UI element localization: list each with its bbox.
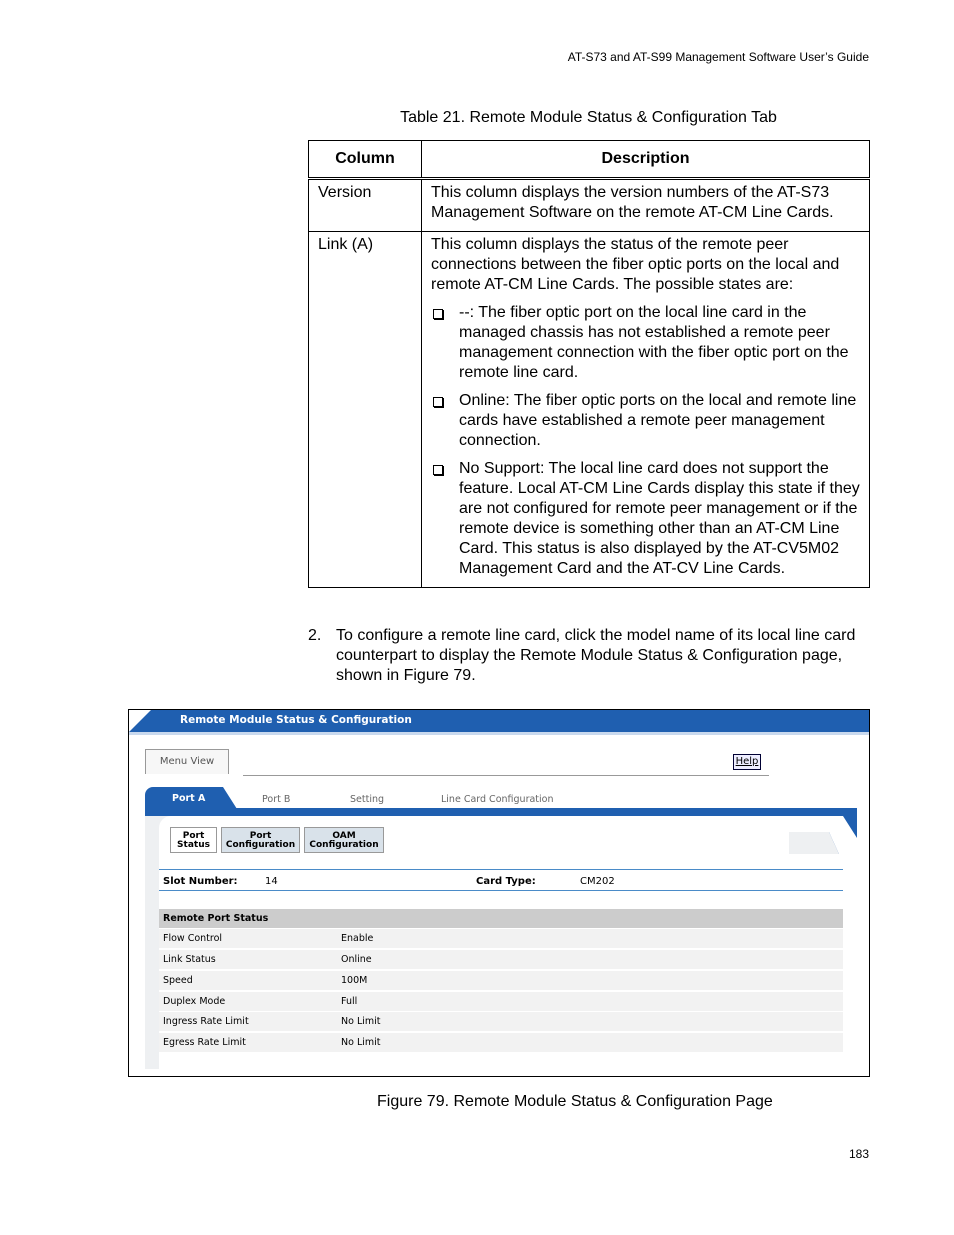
- tab-port-a[interactable]: [145, 787, 223, 809]
- status-key: Flow Control: [163, 933, 223, 944]
- row-name: Link (A): [318, 236, 374, 253]
- tab-setting[interactable]: Setting: [350, 794, 385, 805]
- row-name: Version: [318, 184, 372, 201]
- list-item: [431, 391, 860, 451]
- status-row: [159, 950, 843, 969]
- status-key: Speed: [163, 975, 193, 986]
- status-value: Enable: [341, 933, 374, 944]
- status-row: [159, 1012, 843, 1031]
- status-key: Egress Rate Limit: [163, 1037, 246, 1048]
- page-number: 183: [848, 1147, 869, 1161]
- table-caption: Table 21. Remote Module Status & Configuration Tab: [400, 109, 777, 126]
- subtab-label: Status: [177, 840, 210, 850]
- card-type-label: Card Type:: [476, 876, 536, 887]
- subtab-port-configuration[interactable]: [221, 827, 300, 853]
- subtab-port-status[interactable]: [170, 827, 217, 853]
- slot-number-label: Slot Number:: [163, 876, 238, 887]
- subtab-oam-configuration[interactable]: [304, 827, 384, 853]
- status-row: [159, 971, 843, 990]
- checkbox-bullet-icon: [433, 397, 443, 407]
- tab-line-card-configuration[interactable]: Line Card Configuration: [441, 794, 554, 805]
- figure-caption: Figure 79. Remote Module Status & Configuration Page: [377, 1093, 773, 1110]
- menu-view-button[interactable]: Menu View: [145, 749, 229, 774]
- page-title: Remote Module Status & Configuration: [180, 714, 412, 726]
- step-number: 2.: [308, 627, 322, 644]
- status-value: 100M: [341, 975, 368, 986]
- status-key: Ingress Rate Limit: [163, 1016, 249, 1027]
- row-description: This column displays the status of the remote peer connections between the fiber optic ports on the local and remote AT-CM Line Cards. The possible states are:: [431, 236, 840, 293]
- running-header: AT-S73 and AT-S99 Management Software User’s Guide: [567, 50, 869, 64]
- title-bar: [129, 710, 869, 732]
- step-text: To configure a remote line card, click the model name of its local line card counterpart to display the Remote Module Status & Configuration page, shown in Figure 79.: [336, 627, 856, 684]
- checkbox-bullet-icon: [433, 309, 443, 319]
- column-header: Column: [309, 141, 422, 179]
- list-item: [431, 459, 860, 579]
- section-title: Remote Port Status: [163, 913, 269, 924]
- status-key: Duplex Mode: [163, 996, 226, 1007]
- tab-label: Port A: [172, 793, 206, 804]
- bullet-text: No Support: The local line card does not support the feature. Local AT-CM Line Cards display this state if they are not configured for remote peer management or if the remote device is something other than an AT-CM Line Card. This status is also displayed by the AT-CV5M02 Management Card and the AT-CV Line Cards.: [459, 460, 860, 577]
- subtab-label: Port: [182, 831, 205, 841]
- slot-number-value: 14: [265, 876, 278, 887]
- status-row: [159, 929, 843, 948]
- tab-corner-decoration: [789, 816, 857, 854]
- figure-screenshot: [128, 709, 870, 1077]
- status-value: No Limit: [341, 1016, 381, 1027]
- subtab-label: Port: [249, 831, 272, 841]
- section-header: [159, 909, 843, 928]
- status-key: Link Status: [163, 954, 216, 965]
- status-value: No Limit: [341, 1037, 381, 1048]
- bullet-text: Online: The fiber optic ports on the local and remote line cards have established a remote peer management connection.: [459, 392, 857, 449]
- remote-module-table: [308, 140, 870, 588]
- subtab-label: OAM: [332, 831, 356, 841]
- subtab-label: Configuration: [309, 840, 379, 850]
- description-header: Description: [422, 141, 870, 179]
- row-description: This column displays the version numbers of the AT-S73 Management Software on the remote AT-CM Line Cards.: [431, 184, 834, 221]
- bullet-text: --: The fiber optic port on the local line card in the managed chassis has not established a remote peer management connection with the fiber optic port on the remote line card.: [459, 304, 849, 381]
- status-value: Full: [341, 996, 358, 1007]
- help-button[interactable]: Help: [733, 754, 761, 770]
- subtab-label: Configuration: [225, 840, 296, 850]
- card-type-value: CM202: [580, 876, 615, 887]
- procedure-step: [308, 626, 878, 686]
- status-row: [159, 1033, 843, 1052]
- status-row: [159, 992, 843, 1011]
- table-row: [309, 232, 870, 588]
- status-value: Online: [341, 954, 372, 965]
- checkbox-bullet-icon: [433, 465, 443, 475]
- table-row: [309, 179, 870, 232]
- tab-port-b[interactable]: Port B: [262, 794, 291, 805]
- list-item: [431, 303, 860, 383]
